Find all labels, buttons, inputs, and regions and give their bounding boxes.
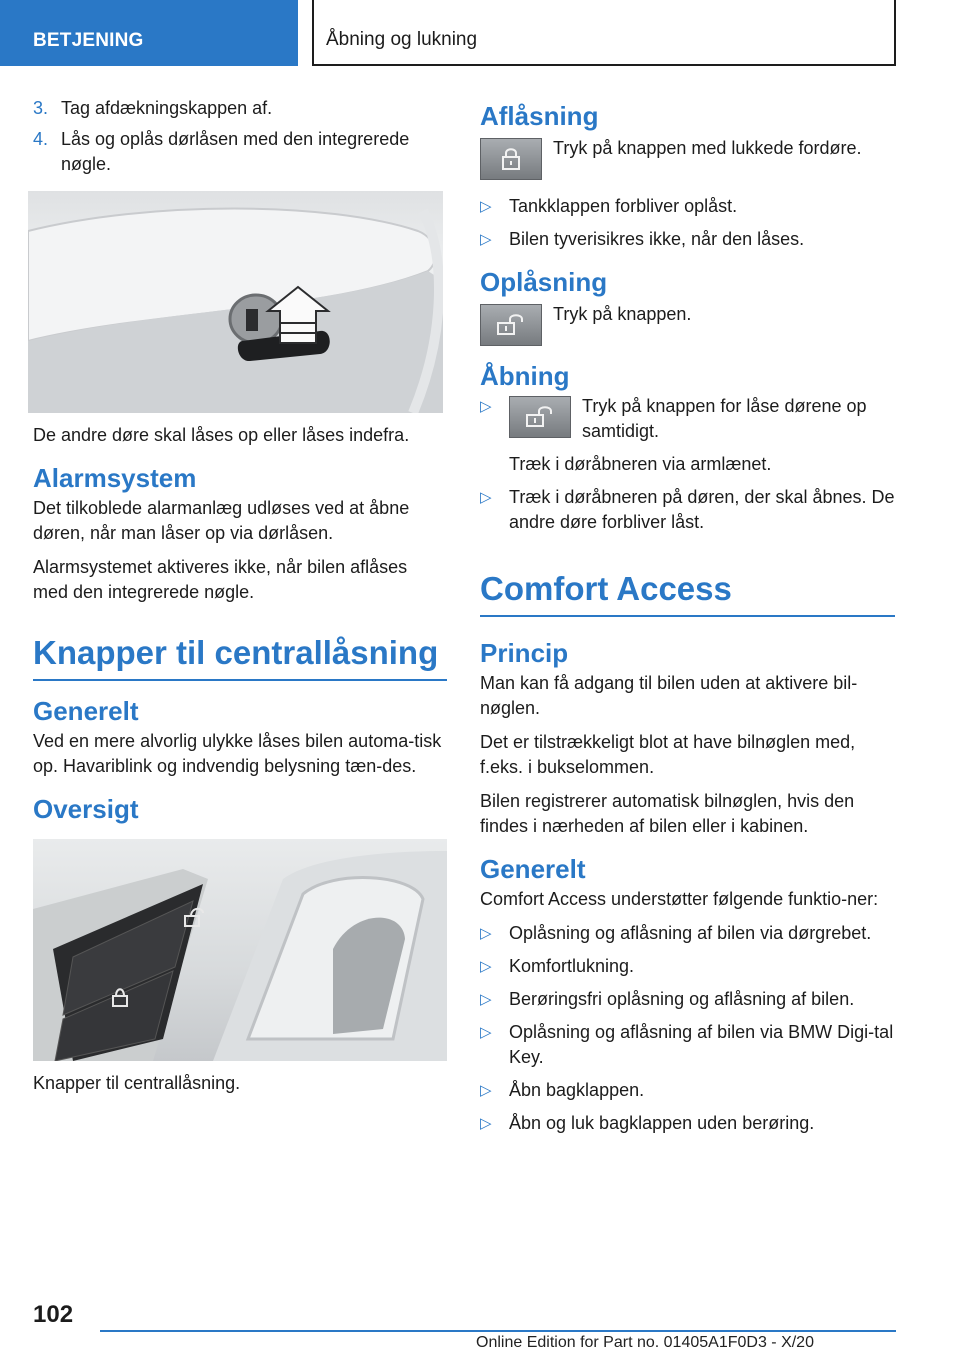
bullet-text: Tankklappen forbliver oplåst. [509,196,738,216]
bullet-text: Åbn bagklappen. [509,1080,645,1100]
unlock-button-icon [480,304,542,346]
bullet-text: Åbn og luk bagklappen uden berøring. [509,1113,815,1133]
opening-heading: Åbning [480,361,570,391]
lock-button-row [480,136,895,180]
opening-bullet-content [509,394,895,477]
central-locking-buttons-photo [33,839,447,1061]
triangle-bullet-icon: ▷ [480,231,492,248]
open-lock-icon [496,314,526,336]
feature-bullet [480,1020,895,1070]
opening-bullet-1 [480,394,895,477]
unlock-button-icon [509,396,571,438]
door-handle-illustration [28,191,443,413]
unlocking-heading: Oplåsning [480,267,608,297]
bullet-text: Oplåsning og aflåsning af bilen via dørgrebet. [509,923,872,943]
principle-paragraph-3: Bilen registrerer automatisk bilnøglen, hvis den findes i nærheden af bilen eller i kabinen. [480,791,855,836]
principle-heading: Princip [480,638,569,668]
right-column [480,96,895,1144]
triangle-bullet-icon: ▷ [480,958,492,975]
step-number: 3. [33,98,49,118]
general-heading: Generelt [33,696,139,726]
locking-heading: Aflåsning [480,101,599,131]
triangle-bullet-icon: ▷ [480,925,492,942]
locking-bullet-2 [480,227,895,252]
step-4 [33,127,447,177]
opening-button-row [509,394,895,444]
feature-bullet [480,1111,895,1136]
central-locking-heading: Knapper til centrallåsning [33,633,447,681]
comfort-access-heading: Comfort Access [480,569,895,617]
principle-paragraph-1: Man kan få adgang til bilen uden at aktivere bil-nøglen. [480,673,858,718]
locking-bullet-1 [480,194,895,219]
bullet-text: Komfortlukning. [509,956,635,976]
alarm-paragraph-2: Alarmsystemet aktiveres ikke, når bilen aflåses med den integrerede nøgle. [33,557,408,602]
page-number: 102 [33,1301,74,1328]
open-lock-icon [525,406,555,428]
step-3 [33,96,447,121]
closed-lock-icon [500,147,522,171]
bullet-text: Træk i døråbneren på døren, der skal åbnes. De andre døre forbliver låst. [509,487,895,532]
overview-heading: Oversigt [33,794,139,824]
door-panel-illustration [33,839,447,1061]
opening-instruction: Tryk på knappen for låse dørene op samtidigt. [582,396,867,441]
feature-bullet [480,1078,895,1103]
general-paragraph: Ved en mere alvorlig ulykke låses bilen automa-tisk op. Havariblink og indvendig belysning tæn-des. [33,731,442,776]
triangle-bullet-icon: ▷ [480,1115,492,1132]
section-title: BETJENING [0,0,298,66]
door-lock-photo [28,191,443,413]
footer-edition: Online Edition for Part no. 01405A1F0D3 - X/20 [476,1334,814,1351]
bullet-text: Bilen tyverisikres ikke, når den låses. [509,229,805,249]
page-header [0,0,960,66]
comfort-general-heading: Generelt [480,854,586,884]
lock-button-icon [480,138,542,180]
overview-caption: Knapper til centrallåsning. [33,1073,241,1093]
triangle-bullet-icon: ▷ [480,1082,492,1099]
feature-bullet [480,987,895,1012]
left-column [33,96,447,1105]
unlock-button-row [480,302,895,346]
step-text: Lås og oplås dørlåsen med den integrerede nøgle. [61,129,410,174]
principle-paragraph-2: Det er tilstrækkeligt blot at have bilnøglen med, f.eks. i bukselommen. [480,732,856,777]
alarm-paragraph-1: Det tilkoblede alarmanlæg udløses ved at åbne døren, når man låser op via dørlåsen. [33,498,410,543]
triangle-bullet-icon: ▷ [480,398,492,415]
triangle-bullet-icon: ▷ [480,1024,492,1041]
triangle-bullet-icon: ▷ [480,198,492,215]
opening-sub-instruction: Træk i døråbneren via armlænet. [509,454,772,474]
footer-divider [100,1330,896,1332]
after-photo-text: De andre døre skal låses op eller låses indefra. [33,425,410,445]
feature-bullet [480,921,895,946]
step-number: 4. [33,129,49,149]
chapter-title: Åbning og lukning [312,0,896,66]
opening-bullet-2 [480,485,895,535]
bullet-text: Oplåsning og aflåsning af bilen via BMW Digi-tal Key. [509,1022,894,1067]
bullet-text: Berøringsfri oplåsning og aflåsning af bilen. [509,989,855,1009]
alarm-heading: Alarmsystem [33,463,197,493]
unlocking-instruction: Tryk på knappen. [553,304,692,324]
step-text: Tag afdækningskappen af. [61,98,273,118]
triangle-bullet-icon: ▷ [480,489,492,506]
triangle-bullet-icon: ▷ [480,991,492,1008]
locking-instruction: Tryk på knappen med lukkede fordøre. [553,138,862,158]
feature-bullet [480,954,895,979]
comfort-general-paragraph: Comfort Access understøtter følgende funktio-ner: [480,889,879,909]
